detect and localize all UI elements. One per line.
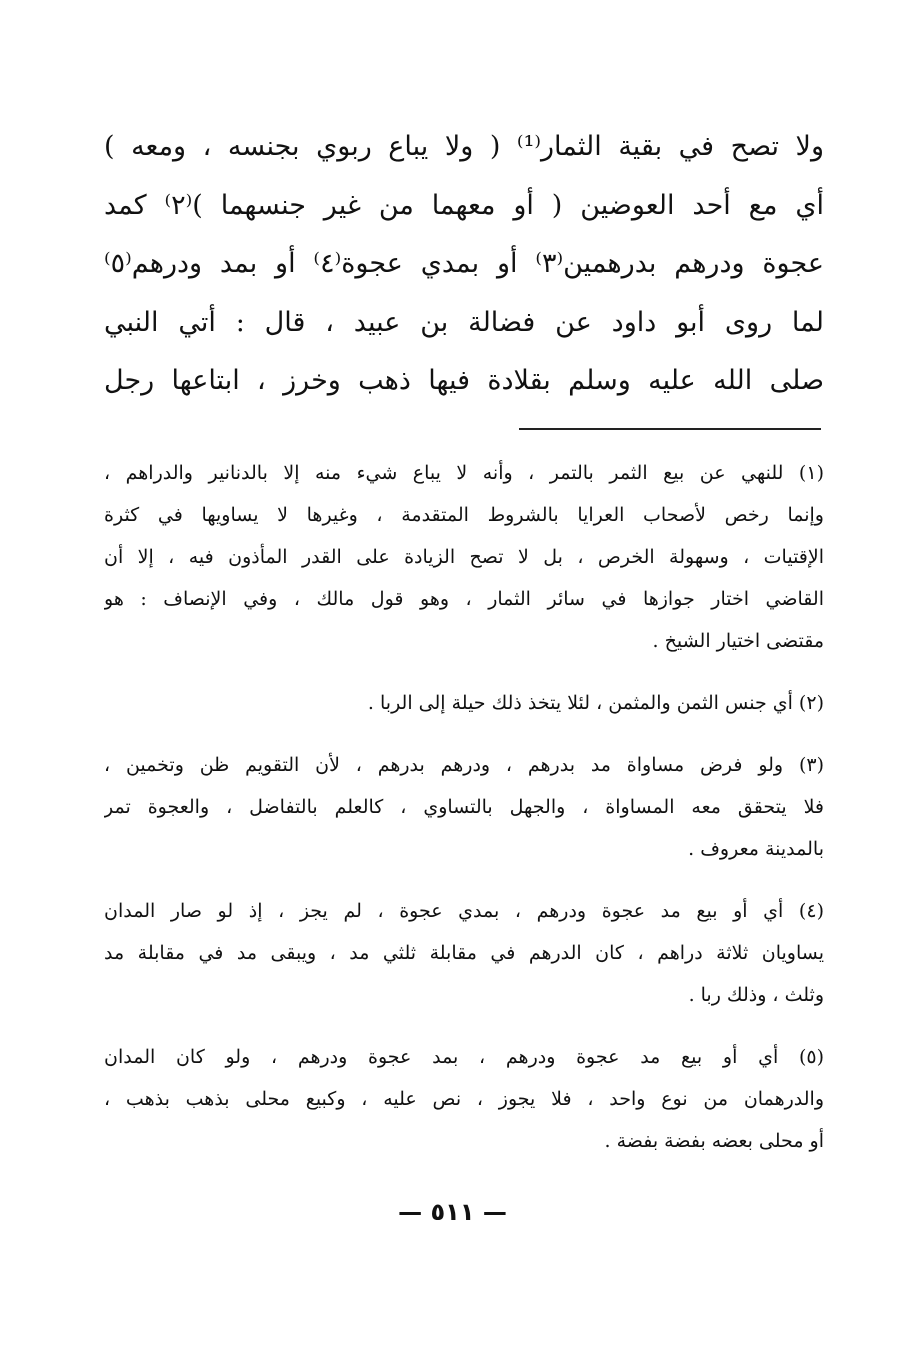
footnote-line: يساويان ثلاثة دراهم ، كان الدرهم في مقابلة ثلثي مد ، ويبقى مد في مقابلة مد [104,942,824,964]
footnotes-block [104,452,824,1162]
footnote-line: (١) للنهي عن بيع الثمر بالتمر ، وأنه لا يباع شيء منه إلا بالدنانير والدراهم ، [104,462,824,484]
footnote-line: (٤) أي أو بيع مد عجوة ودرهم ، بمدي عجوة ، لم يجز ، إذ لو صار المدان [104,900,824,922]
footnote-line: وإنما رخص لأصحاب العرايا بالشروط المتقدمة ، وغيرها لا يساويها في كثرة [104,504,824,526]
main-text-line: أي مع أحد العوضين ( أو معهما من غير جنسهما )⁽٢⁾ كمد [104,189,824,221]
footnote-line: وثلث ، وذلك ربا . [688,984,824,1006]
main-text-line: لما روى أبو داود عن فضالة بن عبيد ، قال : أتي النبي [104,306,824,338]
footnote-line: (٣) ولو فرض مساواة مد بدرهم ، ودرهم بدرهم ، لأن التقويم ظن وتخمين ، [104,754,824,776]
footnote-line: الإقتيات ، وسهولة الخرص ، بل لا تصح الزيادة على القدر المأذون فيه ، إلا أن [104,546,824,568]
footnote-4 [104,890,824,1016]
footnote-line: القاضي اختار جوازها في سائر الثمار ، وهو قول مالك ، وفي الإنصاف : هو [104,588,824,610]
main-text-block [104,118,824,411]
footnote-line: (٢) أي جنس الثمن والمثمن ، لئلا يتخذ ذلك حيلة إلى الربا . [367,692,824,714]
footnote-1 [104,452,824,662]
main-text-line: عجوة ودرهم بدرهمين⁽٣⁾ أو بمدي عجوة⁽٤⁾ أو بمد ودرهم⁽٥⁾ [104,248,824,279]
footnote-line: بالمدينة معروف . [688,838,824,860]
main-text-line: صلى الله عليه وسلم بقلادة فيها ذهب وخرز ، ابتاعها رجل [104,365,824,396]
footnote-2 [104,682,824,724]
main-text-line: ولا تصح في بقية الثمار⁽¹⁾ ( ولا يباع ربوي بجنسه ، ومعه ) [104,131,824,162]
footnote-line: والدرهمان من نوع واحد ، فلا يجوز ، نص عليه ، وكبيع محلى بذهب بذهب ، [104,1088,824,1110]
footnote-line: مقتضى اختيار الشيخ . [652,630,824,652]
footnote-3 [104,744,824,870]
footnote-line: فلا يتحقق معه المساواة ، والجهل بالتساوي ، كالعلم بالتفاضل ، والعجوة تمر [104,796,824,818]
footnote-separator [519,428,821,430]
footnote-line: أو محلى بعضه بفضة بفضة . [604,1130,824,1152]
footnote-line: (٥) أي أو بيع مد عجوة ودرهم ، بمد عجوة ودرهم ، ولو كان المدان [104,1046,824,1068]
page-number: — ٥١١ — [398,1198,507,1226]
footnote-5 [104,1036,824,1162]
